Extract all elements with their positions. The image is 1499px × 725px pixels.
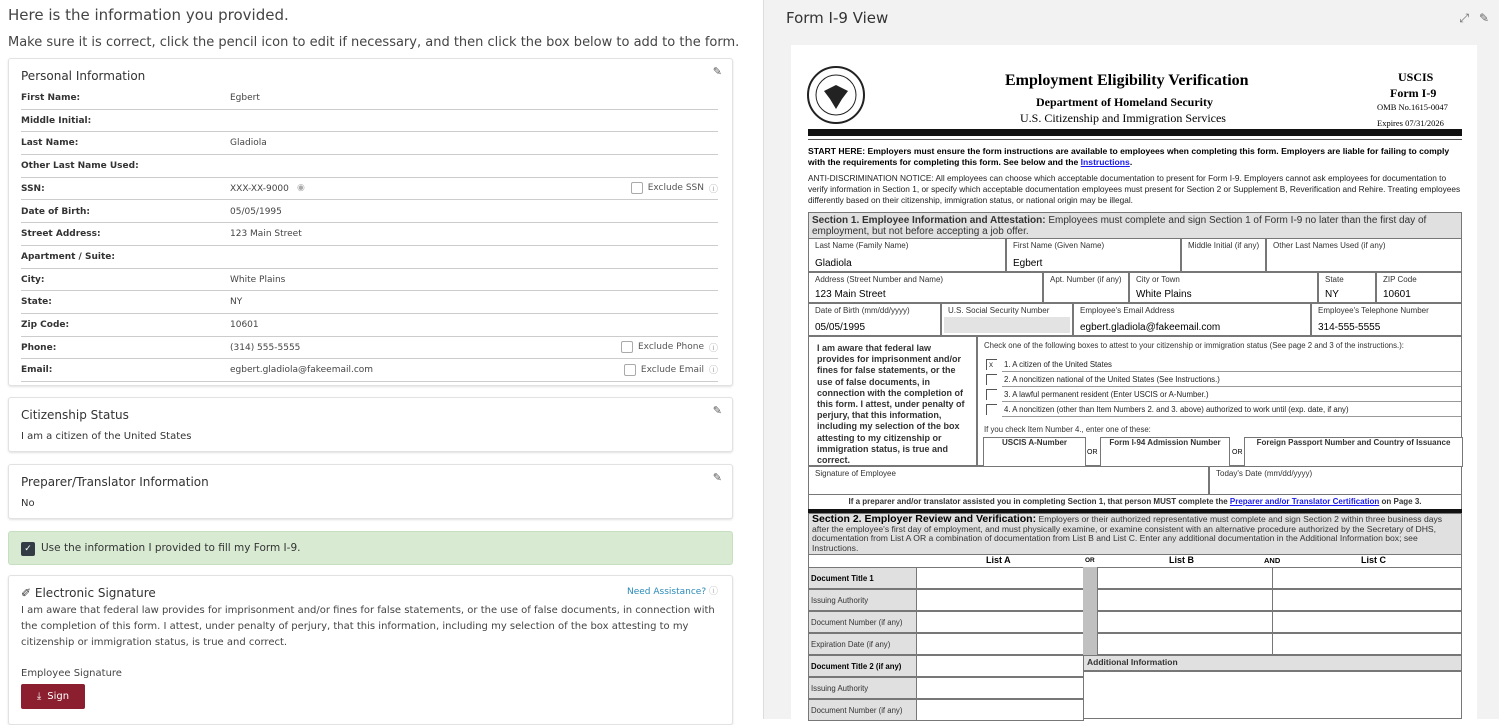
field-addr[interactable] [808,272,1043,303]
redacted-ssn [944,317,1070,333]
list-b-field[interactable] [1097,611,1273,633]
s2-text: Employers or their authorized representative must complete and sign Section 2 within three business days after the employee's first day of employment, and must physically examine, or examine consistent with an alternative procedure authorized by the Secretary of DHS, documentation from List A OR a combination of documentation from List B and List C. Enter any additional documentation in the Additional Information box; see Instructions. [812,514,1443,553]
employee-signature-field[interactable] [808,466,1209,495]
status-checkbox[interactable] [986,374,997,385]
item4-instruction: If you check Item Number 4., enter one of these: [984,425,1151,434]
info-row [21,132,718,155]
card-title: Citizenship Status [21,408,129,422]
row-label: Apartment / Suite: [21,251,115,262]
field-value: 123 Main Street [815,289,886,300]
status-checkbox[interactable] [986,404,997,415]
field-label: Signature of Employee [815,469,896,478]
esig-attestation: I am aware that federal law provides for imprisonment and/or fines for false statements, or the use of false documents, in connection with the completion of this form. I attest, under penalty of perjury, that this information, including my selection of the box attesting to my citizenship or immigration status, is true and correct. [21,605,715,648]
field-label: U.S. Social Security Number [948,306,1050,315]
row-value: egbert.gladiola@fakeemail.com [230,365,374,376]
row-label: Other Last Name Used: [21,161,139,172]
intro-title: Here is the information you provided. [8,6,289,24]
uscis-label: USCIS [1398,70,1434,84]
attestation-text: I am aware that federal law provides for imprisonment and/or fines for false statements, or the use of false documents, in connection with the completion of this form. I attest, under penalty of perjury, that this information, including my selection of the box attesting to my citizenship or immigration status, is true and correct. [808,336,977,466]
i94-label: Form I-94 Admission Number [1109,438,1221,447]
check-intro: Check one of the following boxes to attest to your citizenship or immigration status (See page 2 and 3 of the instructions.): [984,341,1404,350]
s1-text: Employees must complete and sign Section 1 of Form I-9 no later than the first day of employment, but not before accepting a job offer. [812,215,1427,237]
card-title [21,586,156,600]
doc-label: Issuing Authority [811,684,869,693]
preparer-card [8,464,733,519]
row-label: Phone: [21,342,57,353]
doc-row-label [808,611,917,633]
doc-label: Document Number (if any) [811,706,903,715]
row-value: (314) 555-5555 [230,342,301,353]
field-other[interactable] [1266,238,1462,272]
row-value: Gladiola [230,138,267,149]
info-row [21,201,718,224]
list-a-field[interactable] [916,567,1084,589]
or-label: OR [1085,557,1095,564]
start-here: START HERE: Employers must ensure the form instructions are available to employees when completing this form. Employers are liable for failing to comply with the requirements for completing this form. See below and the [808,146,1450,167]
instructions-link[interactable]: Instructions [1080,157,1130,167]
doc-label: Document Title 1 [811,574,874,583]
s2-head: Section 2. Employer Review and Verification: [812,513,1037,525]
info-row [21,87,718,110]
todays-date-field[interactable] [1209,466,1462,495]
info-row [21,314,718,337]
i94-field[interactable] [1100,437,1230,467]
field-value: 314-555-5555 [1318,322,1381,333]
info-row [21,269,718,292]
doc-row-label [808,699,917,721]
section2-header [808,513,1462,555]
additional-information-field[interactable] [1083,671,1462,719]
section1-header [808,212,1462,239]
or-label: OR [1232,449,1243,456]
doc-row-label [808,633,917,655]
eye-icon[interactable]: ◉ [297,182,305,193]
exclude-checkbox[interactable] [631,182,643,194]
status-checkbox-area [977,336,1462,466]
exclude-label: Exclude Email [640,364,704,375]
list-b-header: List B [1169,555,1195,565]
field-value: 10601 [1383,289,1411,300]
field-label: Other Last Names Used (if any) [1273,241,1386,250]
sign-label: Sign [47,691,70,702]
download-icon: ⤓ [36,691,42,702]
edit-pencil-icon[interactable]: ✎ [1478,11,1489,25]
field-ssn[interactable] [941,303,1073,336]
form-dept: Department of Homeland Security [1036,95,1213,109]
row-value: White Plains [230,274,286,285]
form-agency: U.S. Citizenship and Immigration Services [1020,111,1226,125]
card-title: Personal Information [21,69,146,83]
form-title: Employment Eligibility Verification [1005,72,1249,89]
or-divider [1083,567,1097,655]
field-label: First Name (Given Name) [1013,241,1105,250]
divider [808,139,1462,140]
row-label: Last Name: [21,138,79,149]
and-label: AND [1264,556,1281,565]
field-label: Employee's Telephone Number [1318,306,1429,315]
exclude-checkbox[interactable] [621,341,633,353]
anti-discrimination-notice: ANTI-DISCRIMINATION NOTICE: All employees can choose which acceptable documentation to present for Form I-9. Employers cannot ask employees for documentation to verify information in Section 1, or specify which acceptable documentation employees must present for Section 2 or Supplement B, Reverification and Rehire. Treating employees differently based on their citizenship, immigration status, or national origin may be illegal. [808,173,1461,205]
list-c-field[interactable] [1272,567,1462,589]
checkbox-checked-icon[interactable]: ✓ [21,542,35,556]
doc-label: Issuing Authority [811,596,869,605]
card-title: Preparer/Translator Information [21,475,209,489]
field-zip[interactable] [1376,272,1462,303]
list-a-field[interactable] [916,633,1084,655]
exclude-label: Exclude Phone [637,342,704,353]
info-row [21,291,718,314]
citizenship-value: I am a citizen of the United States [21,431,192,442]
list-b-field[interactable] [1097,633,1273,655]
option-label: 4. A noncitizen (other than Item Numbers 2. and 3. above) authorized to work until (exp. date, if any) [1004,405,1349,414]
header-bar [808,129,1462,136]
row-value: 123 Main Street [230,229,302,240]
row-value: 10601 [230,320,259,330]
info-icon[interactable]: ⓘ [708,184,718,195]
row-value: 05/05/1995 [230,206,282,217]
preparer-value: No [21,498,35,509]
field-apt[interactable] [1043,272,1129,303]
info-row [21,178,718,201]
field-email[interactable] [1073,303,1311,336]
doc-row-label [808,677,917,699]
field-dob[interactable] [808,303,941,336]
form-number: Form I-9 [1390,86,1437,100]
doc-row-label [808,589,917,611]
list-c-field[interactable] [1272,611,1462,633]
edit-pencil-icon[interactable]: ✎ [712,471,722,484]
a-number-label: USCIS A-Number [1001,438,1068,447]
row-label: Street Address: [21,229,101,240]
preparer-link[interactable]: Preparer and/or Translator Certification [1229,497,1380,506]
row-label: SSN: [21,183,45,194]
field-label: Last Name (Family Name) [815,241,909,250]
doc-label: Document Number (if any) [811,618,903,627]
intro-text: Make sure it is correct, click the pencil icon to edit if necessary, and then click the box below to add to the form. [8,35,740,50]
prep-tail: on Page 3. [1381,497,1422,506]
row-value: NY [230,297,243,308]
additional-label: Additional Information [1087,657,1178,667]
field-value: Egbert [1013,258,1043,269]
row-value: Egbert [230,93,260,103]
field-label: City or Town [1136,275,1180,284]
need-assistance-link[interactable] [627,584,718,597]
list-c-field[interactable] [1272,589,1462,611]
field-value: 05/05/1995 [815,322,866,333]
field-label: Apt. Number (if any) [1050,275,1122,284]
field-label: Address (Street Number and Name) [815,275,944,284]
accessibility-icon: ⓘ [708,587,718,597]
option-label: 3. A lawful permanent resident (Enter USCIS or A-Number.) [1004,390,1209,399]
row-label: First Name: [21,93,81,103]
list-a-field[interactable] [916,589,1084,611]
info-row [21,155,718,178]
option-label: 2. A noncitizen national of the United States (See Instructions.) [1004,375,1220,384]
electronic-signature-card [8,575,733,725]
additional-information-header [1083,655,1462,671]
info-icon[interactable]: ⓘ [708,343,718,354]
doc-row-label [808,655,917,677]
field-mi[interactable] [1181,238,1266,272]
start-here-text: START HERE: Employers must ensure the form instructions are available to employees when completing this form. Employers are liable for failing to comply with the requirements for completing this form. See below and the Instructions. [808,146,1450,167]
exclude-option[interactable] [621,341,718,354]
personal-information-card [8,58,733,386]
citizenship-card [8,397,733,452]
doc-label: Document Title 2 (if any) [811,662,902,671]
field-label: ZIP Code [1383,275,1417,284]
assist-label[interactable]: Need Assistance? [626,587,707,597]
info-icon[interactable]: ⓘ [708,366,718,377]
option-label: 1. A citizen of the United States [1004,360,1112,369]
row-label: Date of Birth: [21,206,91,217]
preparer-note [808,494,1462,510]
row-label: City: [21,274,45,285]
row-label: Zip Code: [21,320,70,330]
field-label: Date of Birth (mm/dd/yyyy) [815,306,910,315]
field-last[interactable] [808,238,1006,272]
edit-pencil-icon[interactable]: ✎ [712,65,722,78]
list-b-field[interactable] [1097,589,1273,611]
exclude-option[interactable] [631,182,718,195]
s1-head: Section 1. Employee Information and Attestation: [812,215,1046,226]
exclude-option[interactable] [624,363,718,376]
dhs-seal-icon [806,65,866,125]
expand-icon[interactable]: ⤢ [1459,11,1469,25]
info-row [21,110,718,133]
a-number-field[interactable] [983,437,1086,467]
expiration: Expires 07/31/2026 [1377,118,1444,128]
field-label: State [1325,275,1344,284]
info-row [21,246,718,269]
list-a-field[interactable] [916,611,1084,633]
passport-field[interactable] [1244,437,1463,467]
list-c-field[interactable] [1272,633,1462,655]
field-label: Middle Initial (if any) [1188,241,1260,250]
field-label: Today's Date (mm/dd/yyyy) [1216,469,1313,478]
esig-title: Electronic Signature [34,586,156,600]
status-checkbox[interactable]: x [986,359,997,370]
row-label: State: [21,297,52,308]
field-first[interactable] [1006,238,1181,272]
list-a-field[interactable] [916,677,1084,699]
doc-label: Expiration Date (if any) [811,640,891,649]
field-state[interactable] [1318,272,1376,303]
field-city[interactable] [1129,272,1318,303]
prep-note: If a preparer and/or translator assisted you in completing Section 1, that person MUST complete the [848,497,1228,506]
list-c-header: List C [1361,555,1387,565]
info-row [21,359,718,382]
field-phone[interactable] [1311,303,1462,336]
doc-row-label [808,567,917,589]
passport-label: Foreign Passport Number and Country of Issuance [1256,438,1451,447]
field-value: egbert.gladiola@fakeemail.com [1080,322,1221,333]
row-label: Email: [21,365,53,376]
info-row [21,223,718,246]
list-b-field[interactable] [1097,567,1273,589]
edit-pencil-icon[interactable]: ✎ [712,404,722,417]
pen-icon: ✐ [21,586,32,600]
exclude-checkbox[interactable] [624,364,636,376]
field-label: Employee's Email Address [1080,306,1175,315]
list-a-field[interactable] [916,699,1084,721]
review-panel [0,0,748,719]
row-label: Middle Initial: [21,115,92,126]
field-value: White Plains [1136,289,1192,300]
form-view-title: Form I-9 View [786,9,889,27]
field-value: Gladiola [815,258,852,269]
list-a-header: List A [986,555,1011,565]
or-label: OR [1087,449,1098,456]
row-value: XXX-XX-9000 [230,183,289,194]
list-a-field[interactable] [916,655,1084,677]
exclude-label: Exclude SSN [647,183,704,194]
status-checkbox[interactable] [986,389,997,400]
omb-number: OMB No.1615-0047 [1377,102,1448,112]
sign-button[interactable] [21,684,85,709]
use-info-confirmation[interactable] [8,531,733,565]
employee-signature-label: Employee Signature [21,668,122,679]
info-row [21,337,718,360]
use-info-label: Use the information I provided to fill my Form I-9. [41,542,301,554]
field-value: NY [1325,289,1339,300]
